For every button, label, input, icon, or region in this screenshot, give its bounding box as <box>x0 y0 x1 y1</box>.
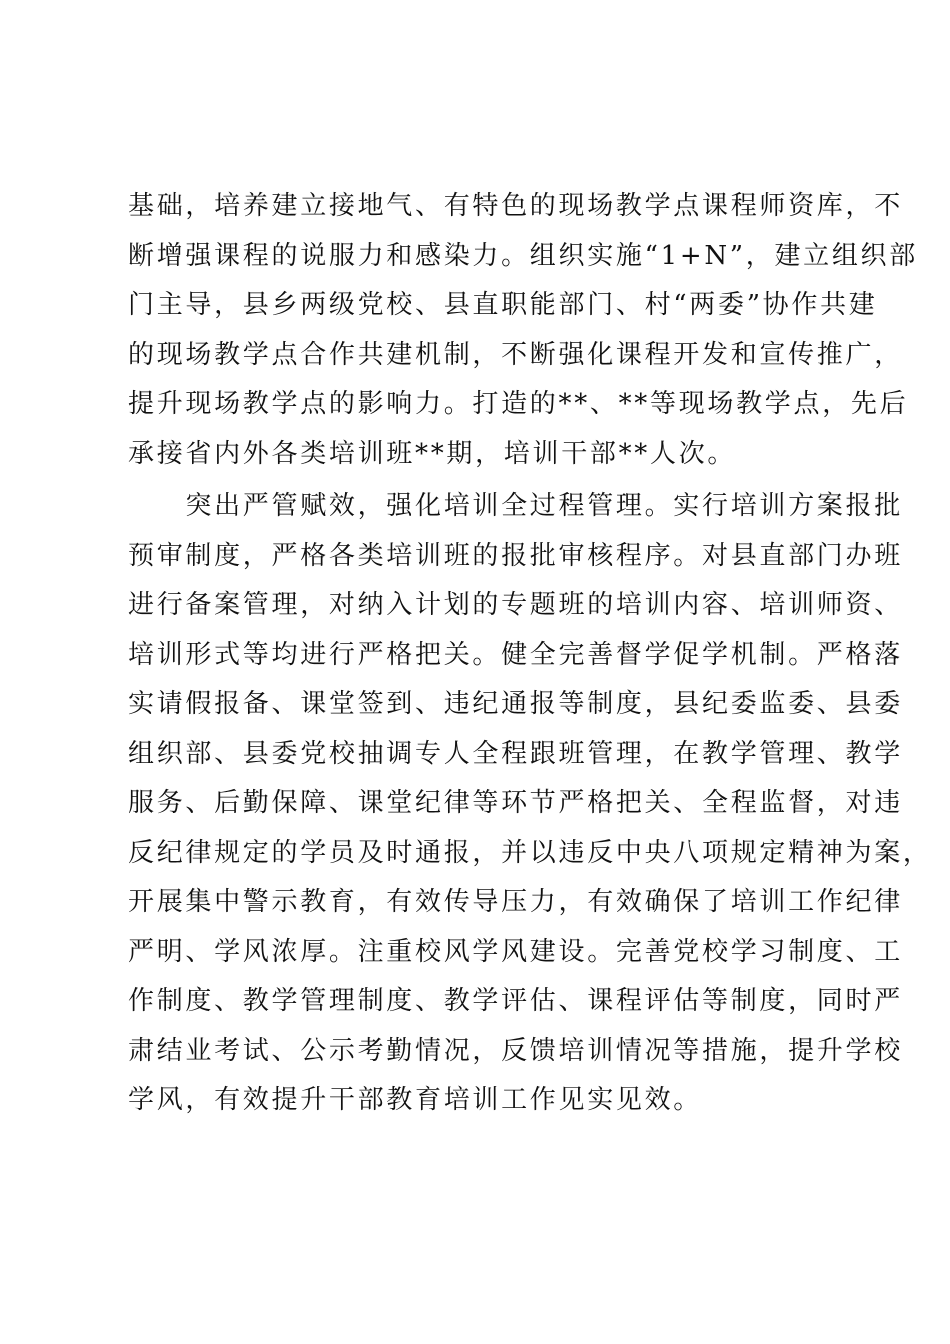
paragraph-line: 基础，培养建立接地气、有特色的现场教学点课程师资库，不 <box>128 191 903 221</box>
paragraph-line: 实请假报备、课堂签到、违纪通报等制度，县纪委监委、县委 <box>128 689 903 719</box>
paragraph-line: 服务、后勤保障、课堂纪律等环节严格把关、全程监督，对违 <box>128 788 903 818</box>
paragraph-line: 严明、学风浓厚。注重校风学风建设。完善党校学习制度、工 <box>128 936 903 967</box>
paragraph-line: 组织部、县委党校抽调专人全程跟班管理，在教学管理、教学 <box>128 738 903 769</box>
paragraph-line: 门主导，县乡两级党校、县直职能部门、村“两委”协作共建 <box>128 290 878 320</box>
paragraph-line: 突出严管赋效，强化培训全过程管理。实行培训方案报批 <box>128 491 903 521</box>
paragraph-line: 预审制度，严格各类培训班的报批审核程序。对县直部门办班 <box>128 540 903 571</box>
paragraph-line: 反纪律规定的学员及时通报，并以违反中央八项规定精神为案， <box>128 837 932 868</box>
paragraph-line: 提升现场教学点的影响力。打造的**、**等现场教学点，先后 <box>128 389 909 419</box>
paragraph-1 <box>128 182 918 479</box>
paragraph-2 <box>128 482 932 1126</box>
paragraph-line: 的现场教学点合作共建机制，不断强化课程开发和宣传推广， <box>128 339 903 370</box>
paragraph-line: 开展集中警示教育，有效传导压力，有效确保了培训工作纪律 <box>128 887 903 917</box>
paragraph-line: 进行备案管理，对纳入计划的专题班的培训内容、培训师资、 <box>128 590 903 620</box>
paragraph-line: 断增强课程的说服力和感染力。组织实施“1+N”，建立组织部 <box>128 240 918 271</box>
paragraph-line: 肃结业考试、公示考勤情况，反馈培训情况等措施，提升学校 <box>128 1035 903 1066</box>
paragraph-line: 培训形式等均进行严格把关。健全完善督学促学机制。严格落 <box>128 639 903 670</box>
paragraph-line: 作制度、教学管理制度、教学评估、课程评估等制度，同时严 <box>128 986 903 1016</box>
paragraph-line: 学风，有效提升干部教育培训工作见实见效。 <box>128 1085 703 1115</box>
paragraph-line: 承接省内外各类培训班**期，培训干部**人次。 <box>128 438 737 469</box>
